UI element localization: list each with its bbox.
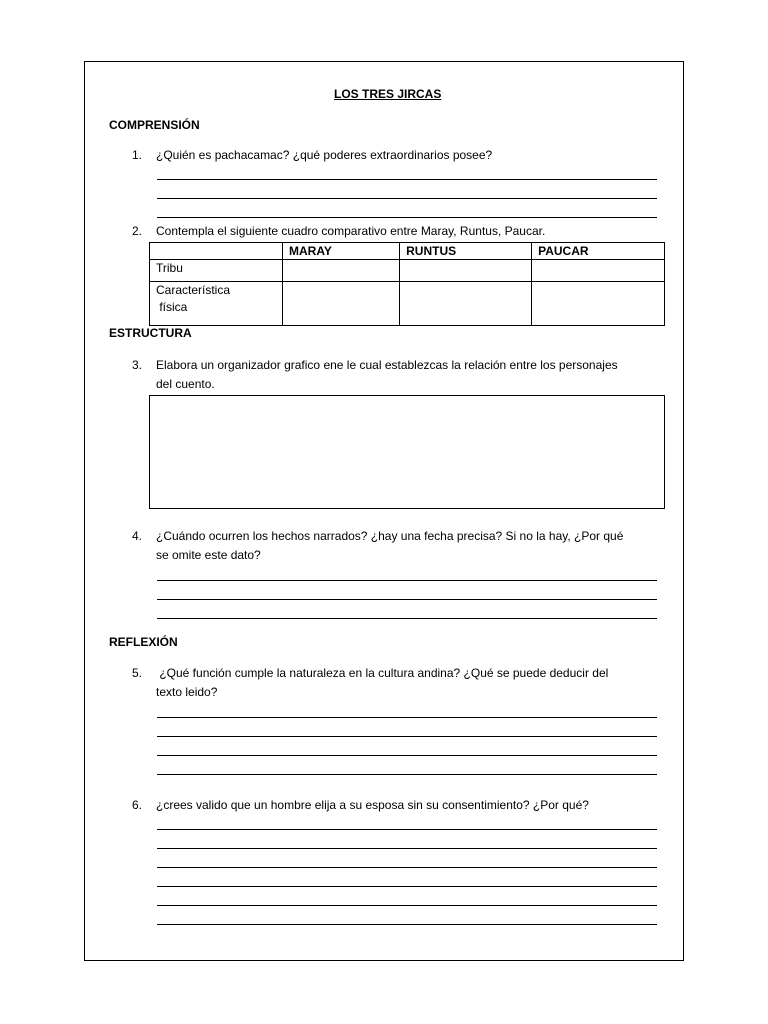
table-cell[interactable]	[400, 282, 532, 326]
question-5-text-cont: texto leido?	[156, 685, 218, 699]
question-number: 1.	[131, 148, 142, 162]
answer-line[interactable]	[157, 179, 657, 180]
answer-line[interactable]	[157, 905, 657, 906]
worksheet-title: LOS TRES JIRCAS	[334, 87, 442, 101]
comparison-table	[149, 242, 665, 326]
table-header-cell	[150, 243, 283, 260]
table-row	[150, 260, 665, 282]
row-label	[150, 260, 283, 282]
table-cell[interactable]	[532, 282, 665, 326]
answer-line[interactable]	[157, 717, 657, 718]
row-label-line: física	[156, 300, 188, 315]
answer-line[interactable]	[157, 217, 657, 218]
question-1-text: ¿Quién es pachacamac? ¿qué poderes extraordinarios posee?	[156, 148, 493, 162]
answer-line[interactable]	[157, 848, 657, 849]
question-3-text: Elabora un organizador grafico ene le cual establezcas la relación entre los personajes	[156, 358, 618, 372]
answer-line[interactable]	[157, 755, 657, 756]
question-4-text: ¿Cuándo ocurren los hechos narrados? ¿hay una fecha precisa? Si no la hay, ¿Por qué	[156, 529, 624, 543]
question-number: 5.	[131, 666, 142, 680]
question-number: 4.	[131, 529, 142, 543]
table-cell[interactable]	[283, 282, 400, 326]
question-5-text: ¿Qué función cumple la naturaleza en la cultura andina? ¿Qué se puede deducir del	[156, 666, 609, 680]
answer-line[interactable]	[157, 198, 657, 199]
answer-line[interactable]	[157, 599, 657, 600]
answer-line[interactable]	[157, 829, 657, 830]
answer-line[interactable]	[157, 886, 657, 887]
table-cell[interactable]	[400, 260, 532, 282]
table-row	[150, 282, 665, 326]
answer-line[interactable]	[157, 736, 657, 737]
table-header-cell: PAUCAR	[532, 243, 665, 260]
row-label	[150, 282, 283, 326]
section-reflexion: REFLEXIÓN	[109, 635, 178, 649]
answer-line[interactable]	[157, 924, 657, 925]
table-header-cell: RUNTUS	[400, 243, 532, 260]
question-number: 3.	[131, 358, 142, 372]
row-label-line: Característica	[156, 283, 231, 298]
question-3-text-cont: del cuento.	[156, 377, 215, 391]
question-number: 2.	[131, 224, 142, 238]
organizer-answer-box[interactable]	[149, 395, 665, 509]
question-number: 6.	[131, 798, 142, 812]
row-label-line: Tribu	[156, 261, 183, 275]
table-cell[interactable]	[532, 260, 665, 282]
worksheet-frame	[84, 61, 684, 961]
section-comprension: COMPRENSIÓN	[109, 118, 200, 132]
table-header-cell: MARAY	[283, 243, 400, 260]
question-2-text: Contempla el siguiente cuadro comparativo entre Maray, Runtus, Paucar.	[156, 224, 546, 238]
section-estructura: ESTRUCTURA	[109, 326, 192, 340]
answer-line[interactable]	[157, 867, 657, 868]
answer-line[interactable]	[157, 580, 657, 581]
table-header-row	[150, 243, 665, 260]
answer-line[interactable]	[157, 774, 657, 775]
question-6-text: ¿crees valido que un hombre elija a su esposa sin su consentimiento? ¿Por qué?	[156, 798, 589, 812]
question-4-text-cont: se omite este dato?	[156, 548, 261, 562]
answer-line[interactable]	[157, 618, 657, 619]
table-cell[interactable]	[283, 260, 400, 282]
